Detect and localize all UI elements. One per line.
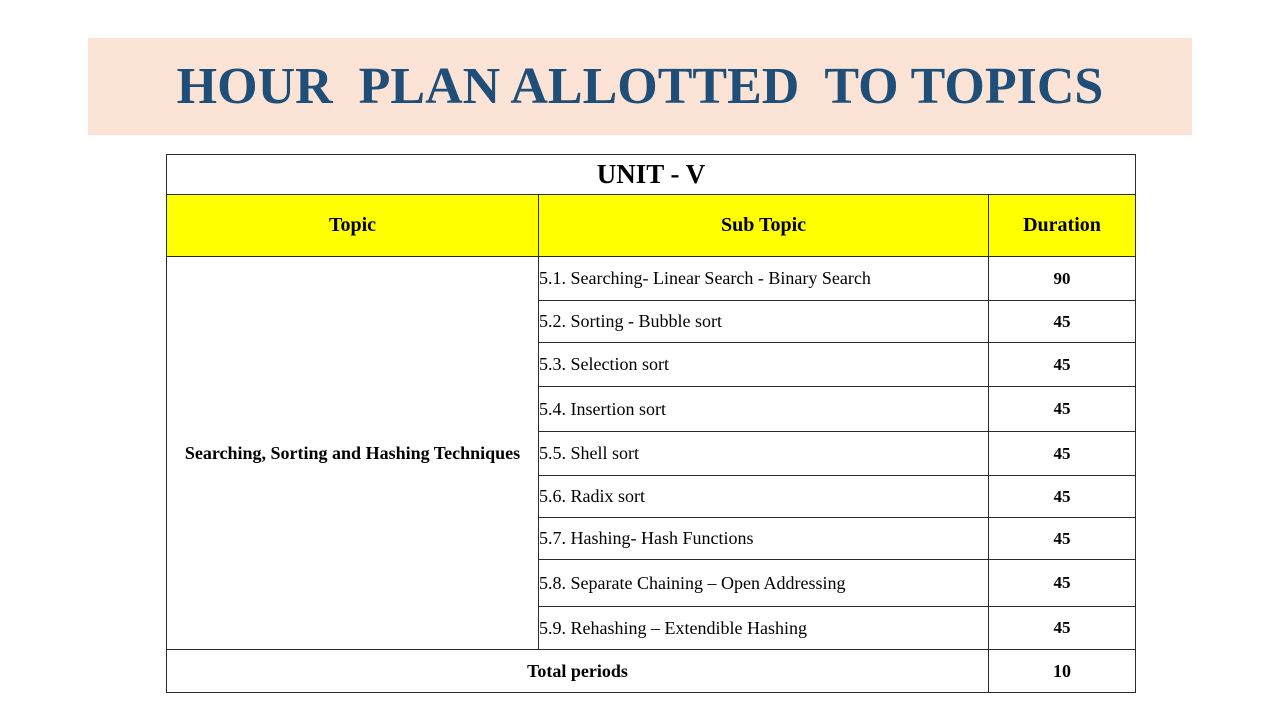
duration-cell: 90 xyxy=(989,257,1136,301)
total-row xyxy=(167,650,1136,693)
sub-topic-cell: 5.1. Searching- Linear Search - Binary Search xyxy=(539,257,989,301)
total-label: Total periods xyxy=(167,650,989,693)
sub-topic-cell: 5.7. Hashing- Hash Functions xyxy=(539,518,989,560)
sub-topic-cell: 5.9. Rehashing – Extendible Hashing xyxy=(539,607,989,650)
topic-cell: Searching, Sorting and Hashing Techniques xyxy=(167,257,539,650)
duration-cell: 45 xyxy=(989,301,1136,343)
duration-cell: 45 xyxy=(989,387,1136,432)
duration-cell: 45 xyxy=(989,518,1136,560)
sub-topic-cell: 5.3. Selection sort xyxy=(539,343,989,387)
total-value: 10 xyxy=(989,650,1136,693)
header-row xyxy=(167,195,1136,257)
column-header-duration: Duration xyxy=(989,195,1136,257)
duration-cell: 45 xyxy=(989,607,1136,650)
page-title: HOUR PLAN ALLOTTED TO TOPICS xyxy=(176,58,1104,115)
sub-topic-cell: 5.2. Sorting - Bubble sort xyxy=(539,301,989,343)
column-header-topic: Topic xyxy=(167,195,539,257)
column-header-sub-topic: Sub Topic xyxy=(539,195,989,257)
duration-cell: 45 xyxy=(989,343,1136,387)
sub-topic-cell: 5.4. Insertion sort xyxy=(539,387,989,432)
sub-topic-cell: 5.6. Radix sort xyxy=(539,476,989,518)
hour-plan-table xyxy=(166,154,1136,693)
unit-label: UNIT - V xyxy=(167,155,1136,195)
sub-topic-cell: 5.5. Shell sort xyxy=(539,432,989,476)
duration-cell: 45 xyxy=(989,476,1136,518)
title-banner xyxy=(88,38,1192,135)
duration-cell: 45 xyxy=(989,560,1136,607)
table-row xyxy=(167,257,1136,301)
duration-cell: 45 xyxy=(989,432,1136,476)
unit-row xyxy=(167,155,1136,195)
sub-topic-cell: 5.8. Separate Chaining – Open Addressing xyxy=(539,560,989,607)
